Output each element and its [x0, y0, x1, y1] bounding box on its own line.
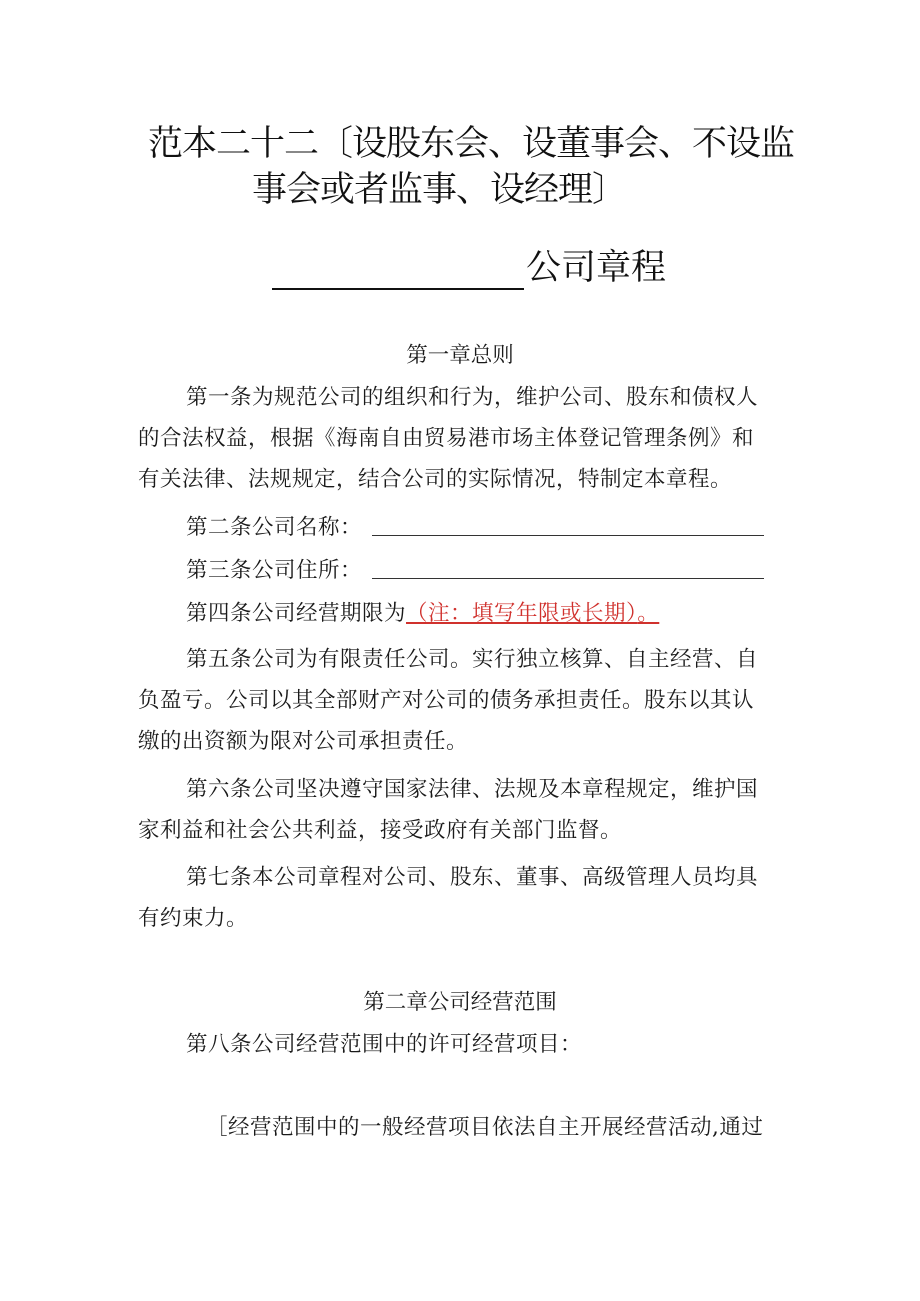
article8: 第八条公司经营范围中的许可经营项目： [186, 1032, 583, 1057]
article4-note: （注：填写年限或长期） [406, 601, 638, 626]
article7-line1: 第七条本公司章程对公司、股东、董事、高级管理人员均具 [186, 865, 759, 890]
article5-line2: 负盈亏。公司以其全部财产对公司的债务承担责任。股东以其认 [138, 688, 755, 713]
chapter1-heading: 第一章总则 [406, 343, 514, 368]
company-address-field[interactable] [372, 577, 764, 579]
article1-line3: 有关法律、法规规定，结合公司的实际情况，特制定本章程。 [138, 467, 733, 492]
article4 [186, 596, 659, 627]
article3-label: 第三条公司住所： [186, 558, 363, 583]
article2-label: 第二条公司名称： [186, 515, 363, 540]
article6-line1: 第六条公司坚决遵守国家法律、法规及本章程规定，维护国 [186, 777, 759, 802]
article5-line3: 缴的出资额为限对公司承担责任。 [138, 729, 469, 754]
chapter2-heading: 第二章公司经营范围 [363, 990, 557, 1015]
article4-prefix: 第四条公司经营期限为 [186, 601, 407, 626]
article4-suffix: 。 [637, 601, 660, 626]
article7-line2: 有约束力。 [138, 906, 249, 931]
company-name-blank[interactable] [272, 252, 524, 290]
company-name-field[interactable] [372, 534, 764, 536]
article5-line1: 第五条公司为有限责任公司。实行独立核算、自主经营、自 [186, 647, 759, 672]
article1-line2: 的合法权益，根据《海南自由贸易港市场主体登记管理条例》和 [138, 426, 755, 451]
document-title-line2: 事会或者监事、设经理〕 [252, 170, 627, 210]
document-title-line1: 范本二十二〔设股东会、设董事会、不设监 [148, 124, 795, 164]
general-business-scope: ［经营范围中的一般经营项目依法自主开展经营活动,通过 [206, 1115, 764, 1140]
article1-line1: 第一条为规范公司的组织和行为，维护公司、股东和债权人 [186, 385, 759, 410]
charter-title [272, 240, 666, 290]
article6-line2: 家利益和社会公共利益，接受政府有关部门监督。 [138, 818, 623, 843]
charter-title-text: 公司章程 [526, 248, 667, 288]
